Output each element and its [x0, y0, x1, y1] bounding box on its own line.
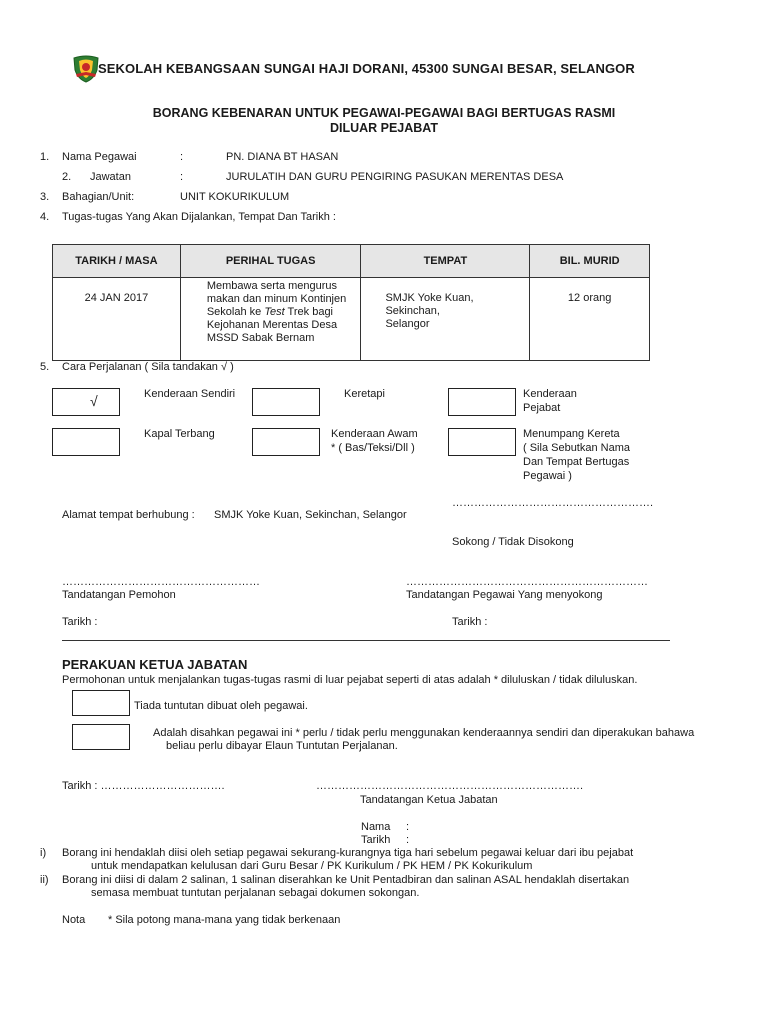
transport-label: Cara Perjalanan ( Sila tandakan √ ) [62, 361, 234, 373]
opt-kenderaan-awam-2: * ( Bas/Teksi/Dll ) [331, 442, 415, 454]
cell-perihal [180, 278, 361, 361]
item-number: 1. [40, 151, 50, 163]
opt-kenderaan-pejabat-2: Pejabat [523, 402, 561, 414]
perakuan-tarikh: Tarikh : ……………………………. [62, 780, 225, 792]
alamat-label: Alamat tempat berhubung : [62, 509, 195, 521]
jawatan-colon: : [180, 171, 184, 183]
opt-kenderaan-sendiri: Kenderaan Sendiri [144, 388, 236, 400]
task-table [52, 244, 650, 361]
checkbox-kenderaan-awam[interactable] [252, 428, 320, 456]
cell-tempat [361, 278, 530, 361]
note-i-number: i) [40, 847, 47, 859]
jawatan-value: JURULATIH DAN GURU PENGIRING PASUKAN MERENTAS DESA [226, 171, 564, 183]
tempat-value: SMJK Yoke Kuan, Sekinchan, Selangor [385, 292, 474, 330]
section-divider [62, 640, 670, 641]
perakuan-text: Permohonan untuk menjalankan tugas-tugas rasmi di luar pejabat seperti di atas adalah * diluluskan / tidak diluluskan. [62, 674, 638, 686]
note-i-line1: Borang ini hendaklah diisi oleh setiap pegawai sekurang-kurangnya tiga hari sebelum pegawai keluar dari ibu pejabat [62, 847, 634, 859]
perihal-text-end: Trek bagi Kejohanan Merentas Desa MSSD Sabak Bernam [206, 306, 338, 344]
sign-label-penyokong: Tandatangan Pegawai Yang menyokong [406, 589, 603, 601]
bahagian-value: UNIT KOKURIKULUM [180, 191, 290, 203]
note-ii-line1: Borang ini diisi di dalam 2 salinan, 1 salinan diserahkan ke Unit Pentadbiran dan salinan ASAL hendaklah disertakan [62, 874, 630, 886]
sign-dots-penyokong: ………………………………………………………… [406, 576, 648, 588]
note-ii-number: ii) [40, 874, 49, 886]
opt-kenderaan-pejabat-1: Kenderaan [523, 388, 577, 400]
checkbox-kapal-terbang[interactable] [52, 428, 120, 456]
ketua-nama-label: Nama [361, 821, 391, 833]
ketua-tarikh-colon: : [406, 834, 410, 846]
tarikh-pemohon: Tarikh : [62, 616, 98, 628]
header-perihal: PERIHAL TUGAS [180, 245, 361, 278]
alamat-value: SMJK Yoke Kuan, Sekinchan, Selangor [214, 509, 407, 521]
school-name: SEKOLAH KEBANGSAAN SUNGAI HAJI DORANI, 45300 SUNGAI BESAR, SELANGOR [98, 61, 635, 76]
ketua-sign-dots: ………………………………………………………………. [316, 780, 584, 792]
perihal-italic: Test [264, 306, 285, 318]
sign-label-pemohon: Tandatangan Pemohon [62, 589, 176, 601]
checkbox-disahkan[interactable] [72, 724, 130, 750]
tarikh-penyokong: Tarikh : [452, 616, 488, 628]
ketua-tarikh-label: Tarikh [361, 834, 391, 846]
note-ii-line2: semasa membuat tuntutan perjalanan sebagai dokumen sokongan. [91, 887, 420, 899]
bil-value: 12 orang [567, 292, 612, 304]
nota-label: Nota [62, 914, 86, 926]
nama-value: PN. DIANA BT HASAN [226, 151, 339, 163]
sokong-label: Sokong / Tidak Disokong [452, 536, 574, 548]
note-i-line2: untuk mendapatkan kelulusan dari Guru Besar / PK Kurikulum / PK HEM / PK Kokurikulum [91, 860, 533, 872]
opt-kenderaan-awam-1: Kenderaan Awam [331, 428, 418, 440]
item-number: 3. [40, 191, 50, 203]
checkbox-tiada-tuntutan[interactable] [72, 690, 130, 716]
checkbox-keretapi[interactable] [252, 388, 320, 416]
form-title-line1: BORANG KEBENARAN UNTUK PEGAWAI-PEGAWAI BAGI BERTUGAS RASMI [152, 106, 616, 120]
tarikh-value: 24 JAN 2017 [84, 292, 149, 304]
nama-label: Nama Pegawai [62, 151, 137, 163]
perakuan-title: PERAKUAN KETUA JABATAN [62, 657, 248, 672]
checkbox-kenderaan-pejabat[interactable] [448, 388, 516, 416]
opt-tiada-tuntutan: Tiada tuntutan dibuat oleh pegawai. [134, 700, 308, 712]
nama-colon: : [180, 151, 184, 163]
ketua-nama-colon: : [406, 821, 410, 833]
opt-kapal-terbang: Kapal Terbang [144, 428, 215, 440]
item-number: 5. [40, 361, 50, 373]
table-row [53, 278, 650, 361]
sokong-dots: ………………………………………………. [452, 497, 654, 509]
opt-disahkan-line2: beliau perlu dibayar Elaun Tuntutan Perjalanan. [166, 740, 398, 752]
opt-menumpang-4: Pegawai ) [523, 470, 572, 482]
item-number: 4. [40, 211, 50, 223]
opt-menumpang-2: ( Sila Sebutkan Nama [523, 442, 630, 454]
header-tarikh: TARIKH / MASA [53, 245, 181, 278]
checkbox-menumpang[interactable] [448, 428, 516, 456]
opt-keretapi: Keretapi [344, 388, 385, 400]
cell-tarikh [53, 278, 181, 361]
nota-text: * Sila potong mana-mana yang tidak berkenaan [108, 914, 341, 926]
item-number: 2. [62, 171, 72, 183]
checkbox-kenderaan-sendiri[interactable] [52, 388, 120, 416]
check-mark-icon: √ [90, 393, 98, 409]
perihal-text: Membawa serta mengurus makan dan minum Kontinjen Sekolah ke [206, 280, 347, 318]
ketua-sign-label: Tandatangan Ketua Jabatan [360, 794, 498, 806]
table-header-row [53, 245, 650, 278]
header-tempat: TEMPAT [361, 245, 530, 278]
opt-menumpang-1: Menumpang Kereta [523, 428, 620, 440]
cell-bil [530, 278, 650, 361]
tugas-label: Tugas-tugas Yang Akan Dijalankan, Tempat Dan Tarikh : [62, 211, 336, 223]
header-bil: BIL. MURID [530, 245, 650, 278]
sign-dots-pemohon: ……………………………………………… [62, 576, 260, 588]
jawatan-label: Jawatan [90, 171, 131, 183]
form-title-line2: DILUAR PEJABAT [329, 121, 439, 135]
bahagian-label: Bahagian/Unit: [62, 191, 135, 203]
opt-disahkan-line1: Adalah disahkan pegawai ini * perlu / tidak perlu menggunakan kenderaannya sendiri dan diperakukan bahawa [153, 727, 695, 739]
opt-menumpang-3: Dan Tempat Bertugas [523, 456, 630, 468]
